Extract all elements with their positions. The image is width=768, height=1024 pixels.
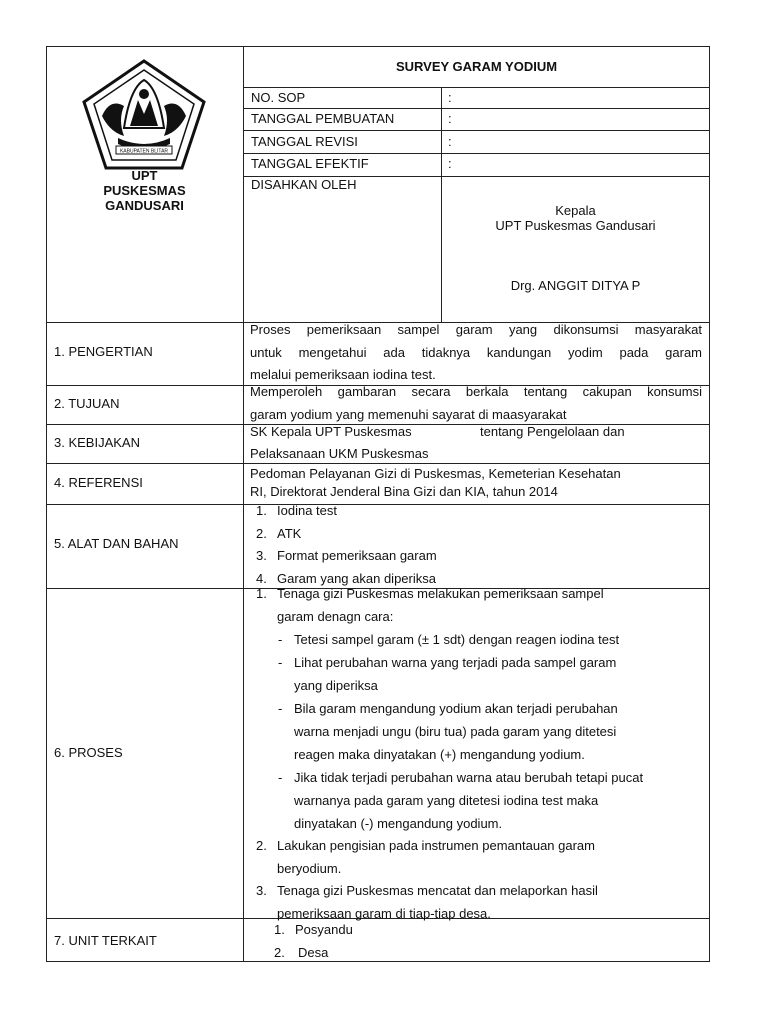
kebijakan-line: Pelaksanaan UKM Puskesmas	[250, 446, 429, 461]
logo-text: KABUPATEN BLITAR	[119, 148, 169, 155]
list-item: Garam yang akan diperiksa	[277, 571, 436, 586]
bullet-dash: -	[278, 770, 283, 785]
step-number: 3.	[256, 883, 267, 898]
pengertian-line: untuk mengetahui ada tidaknya kandungan yodim pada garam	[250, 345, 702, 360]
section-label-kebijakan: 3. KEBIJAKAN	[54, 435, 140, 450]
list-item: Format pemeriksaan garam	[277, 548, 437, 563]
approver-name: Drg. ANGGIT DITYA P	[510, 278, 641, 293]
proses-line: Tenaga gizi Puskesmas mencatat dan melaporkan hasil	[277, 883, 598, 898]
section-label-alat-dan-bahan: 5. ALAT DAN BAHAN	[54, 536, 179, 551]
tujuan-line: garam yodium yang memenuhi sayarat di maasyarakat	[250, 407, 567, 422]
kebijakan-line: tentang Pengelolaan dan	[480, 424, 625, 439]
proses-line: dinyatakan (-) mengandung yodium.	[294, 816, 503, 831]
approver-role-2: UPT Puskesmas Gandusari	[495, 218, 656, 233]
proses-line: warnanya pada garam yang ditetesi iodina test maka	[294, 793, 599, 808]
section-label-referensi: 4. REFERENSI	[54, 475, 143, 490]
district-emblem-logo	[80, 58, 208, 172]
pengertian-line: Proses pemeriksaan sampel garam yang dikonsumsi masyarakat	[250, 322, 702, 337]
proses-line: warna menjadi ungu (biru tua) pada garam yang ditetesi	[294, 724, 617, 739]
proses-line: garam denagn cara:	[277, 609, 394, 624]
section-label-proses: 6. PROSES	[54, 745, 123, 760]
kebijakan-line: SK Kepala UPT Puskesmas	[250, 424, 412, 439]
list-item: Desa	[298, 945, 329, 960]
proses-line: reagen maka dinyatakan (+) mengandung yodium.	[294, 747, 585, 762]
proses-line: yang diperiksa	[294, 678, 378, 693]
bullet-dash: -	[278, 701, 283, 716]
section-label-unit-terkait: 7. UNIT TERKAIT	[54, 933, 157, 948]
list-item: ATK	[277, 526, 302, 541]
document-title: SURVEY GARAM YODIUM	[395, 59, 558, 74]
list-item-number: 2.	[256, 526, 267, 541]
section-label-tujuan: 2. TUJUAN	[54, 396, 120, 411]
meta-value-tanggal-pembuatan: :	[448, 111, 452, 126]
sop-document	[46, 46, 710, 962]
approver-role-1: Kepala	[555, 203, 596, 218]
list-item-number: 4.	[256, 571, 267, 586]
list-item-number: 1.	[256, 503, 267, 518]
proses-line: beryodium.	[277, 861, 342, 876]
pengertian-line: melalui pemeriksaan iodina test.	[250, 367, 436, 382]
meta-value-tanggal-efektif: :	[448, 156, 452, 171]
step-number: 2.	[256, 838, 267, 853]
step-number: 1.	[256, 586, 267, 601]
proses-line: Lakukan pengisian pada instrumen pemantauan garam	[277, 838, 595, 853]
meta-label-tanggal-revisi: TANGGAL REVISI	[251, 134, 358, 149]
org-name: UPT PUSKESMAS GANDUSARI	[103, 168, 186, 213]
list-item-number: 3.	[256, 548, 267, 563]
list-item: Posyandu	[295, 922, 353, 937]
meta-label-no-sop: NO. SOP	[251, 90, 306, 105]
proses-line: Tenaga gizi Puskesmas melakukan pemeriksaan sampel	[277, 586, 604, 601]
meta-value-no-sop: :	[448, 90, 452, 105]
section-label-pengertian: 1. PENGERTIAN	[54, 344, 153, 359]
referensi-line: RI, Direktorat Jenderal Bina Gizi dan KIA, tahun 2014	[250, 484, 558, 499]
proses-line: Bila garam mengandung yodium akan terjadi perubahan	[294, 701, 618, 716]
meta-label-tanggal-pembuatan: TANGGAL PEMBUATAN	[251, 111, 395, 126]
proses-line: Lihat perubahan warna yang terjadi pada sampel garam	[294, 655, 617, 670]
meta-label-tanggal-efektif: TANGGAL EFEKTIF	[251, 156, 369, 171]
referensi-line: Pedoman Pelayanan Gizi di Puskesmas, Kemeterian Kesehatan	[250, 466, 621, 481]
list-item: Iodina test	[277, 503, 337, 518]
proses-line: pemeriksaan garam di tiap-tiap desa.	[277, 906, 491, 921]
list-item-number: 1.	[274, 922, 285, 937]
list-item-number: 2.	[274, 945, 285, 960]
tujuan-line: Memperoleh gambaran secara berkala tentang cakupan konsumsi	[250, 384, 702, 399]
bullet-dash: -	[278, 632, 283, 647]
meta-value-tanggal-revisi: :	[448, 134, 452, 149]
approved-by-label: DISAHKAN OLEH	[251, 177, 357, 192]
proses-line: Tetesi sampel garam (± 1 sdt) dengan reagen iodina test	[294, 632, 620, 647]
proses-line: Jika tidak terjadi perubahan warna atau berubah tetapi pucat	[294, 770, 644, 785]
bullet-dash: -	[278, 655, 283, 670]
